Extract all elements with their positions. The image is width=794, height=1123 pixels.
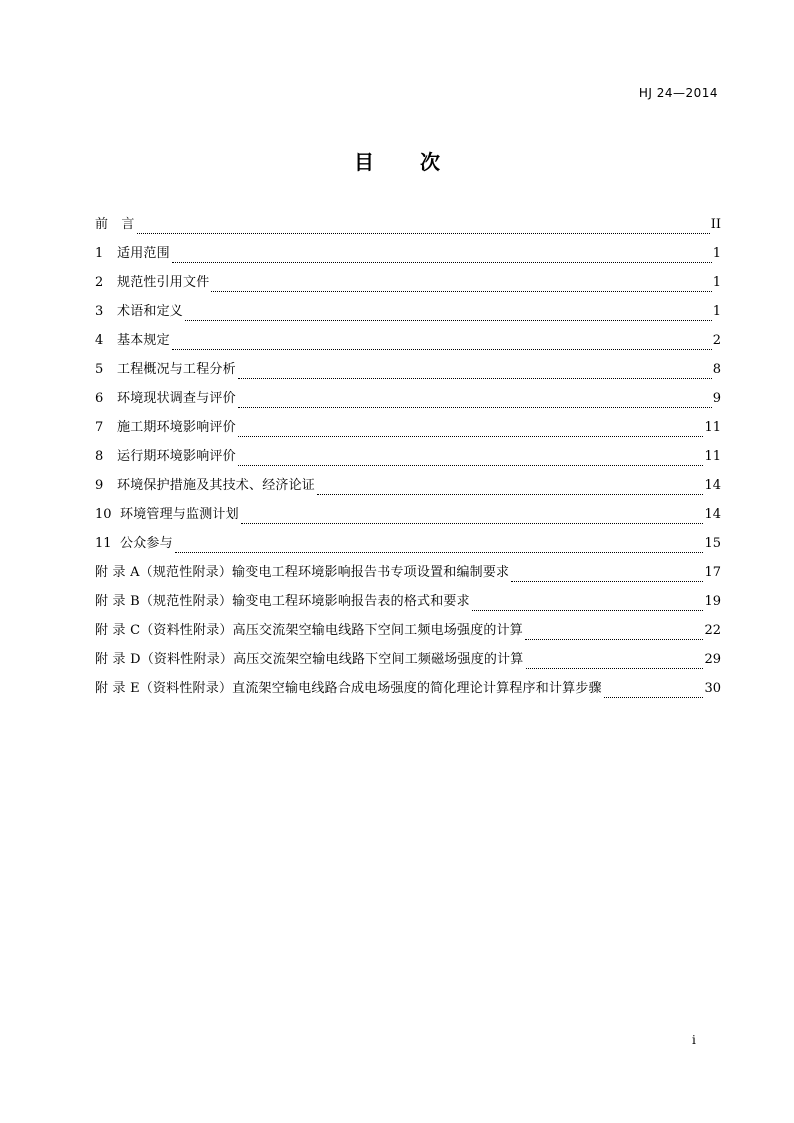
toc-entry-label: 施工期环境影响评价 [117,420,236,435]
toc-entry-number: 9 [95,478,104,493]
toc-entry[interactable] [95,239,721,268]
toc-dot-leader [472,601,704,611]
toc-dot-leader [172,253,712,263]
toc-entry-number: 7 [95,420,104,435]
toc-entry-number: 1 [95,246,104,261]
toc-entry-label: 术语和定义 [117,304,184,319]
toc-entry[interactable] [95,326,721,355]
toc-entry-page: 30 [704,681,721,696]
toc-entry-label: 附 录 D（资料性附录）高压交流架空输电线路下空间工频磁场强度的计算 [95,652,524,667]
toc-entry[interactable] [95,616,721,645]
page-number: i [692,1033,696,1047]
toc-entry-number: 4 [95,333,104,348]
toc-entry-number: 2 [95,275,104,290]
toc-title [0,148,794,176]
toc-dot-leader [172,340,712,350]
toc-entry-number: 5 [95,362,104,377]
toc-entry[interactable] [95,355,721,384]
toc-entry-label: 运行期环境影响评价 [117,449,236,464]
toc-dot-leader [137,224,710,234]
toc-entry[interactable] [95,384,721,413]
toc-entry[interactable] [95,500,721,529]
toc-dot-leader [241,514,704,524]
toc-entry-page: 11 [704,449,721,464]
toc-entry-number: 8 [95,449,104,464]
toc-dot-leader [211,282,711,292]
toc-entry-page: 1 [712,304,721,319]
toc-entry-number: 6 [95,391,104,406]
toc-entry[interactable] [95,587,721,616]
toc-dot-leader [238,398,712,408]
toc-title-left: 目 [354,150,374,174]
toc-entry-page: 15 [704,536,721,551]
toc-entry[interactable] [95,471,721,500]
toc-entry[interactable] [95,558,721,587]
toc-entry-page: 19 [704,594,721,609]
toc-entry-number: 3 [95,304,104,319]
toc-entry-label: 规范性引用文件 [117,275,210,290]
toc-entry-number: 10 [95,507,112,522]
toc-entry[interactable] [95,210,721,239]
toc-entry-page: 17 [704,565,721,580]
toc-entry[interactable] [95,529,721,558]
toc-entry-label: 前 言 [95,217,135,232]
toc-entry-label: 附 录 C（资料性附录）高压交流架空输电线路下空间工频电场强度的计算 [95,623,524,638]
toc-entry-page: 29 [704,652,721,667]
toc-entry-label: 工程概况与工程分析 [117,362,236,377]
toc-dot-leader [185,311,712,321]
toc-entry-label: 附 录 E（资料性附录）直流架空输电线路合成电场强度的简化理论计算程序和计算步骤 [95,681,602,696]
toc-dot-leader [238,427,704,437]
document-code: HJ 24—2014 [638,86,718,100]
toc-dot-leader [525,630,703,640]
toc-dot-leader [526,659,704,669]
toc-entry-label: 适用范围 [117,246,170,261]
toc-entry[interactable] [95,674,721,703]
table-of-contents [95,210,721,703]
toc-entry[interactable] [95,413,721,442]
toc-entry-number: 11 [95,536,112,551]
toc-entry-page: 1 [712,275,721,290]
toc-entry[interactable] [95,645,721,674]
toc-entry-label: 附 录 B（规范性附录）输变电工程环境影响报告表的格式和要求 [95,594,470,609]
toc-dot-leader [238,369,712,379]
toc-entry-page: 2 [712,333,721,348]
toc-entry-label: 环境管理与监测计划 [120,507,239,522]
toc-entry[interactable] [95,268,721,297]
toc-entry-label: 附 录 A（规范性附录）输变电工程环境影响报告书专项设置和编制要求 [95,565,510,580]
toc-dot-leader [175,543,704,553]
toc-dot-leader [317,485,703,495]
toc-entry-label: 环境现状调查与评价 [117,391,236,406]
toc-entry-label: 基本规定 [117,333,170,348]
toc-entry-page: 11 [704,420,721,435]
toc-entry-page: 14 [704,478,721,493]
toc-entry[interactable] [95,297,721,326]
toc-entry-page: 9 [712,391,721,406]
toc-entry-label: 公众参与 [120,536,173,551]
toc-entry[interactable] [95,442,721,471]
toc-entry-page: 8 [712,362,721,377]
toc-dot-leader [238,456,704,466]
toc-entry-label: 环境保护措施及其技术、经济论证 [117,478,316,493]
toc-entry-page: 1 [712,246,721,261]
toc-entry-page: II [710,217,721,232]
toc-entry-page: 14 [704,507,721,522]
toc-title-right: 次 [420,150,440,174]
toc-entry-page: 22 [704,623,721,638]
toc-dot-leader [604,688,704,698]
toc-dot-leader [511,572,703,582]
